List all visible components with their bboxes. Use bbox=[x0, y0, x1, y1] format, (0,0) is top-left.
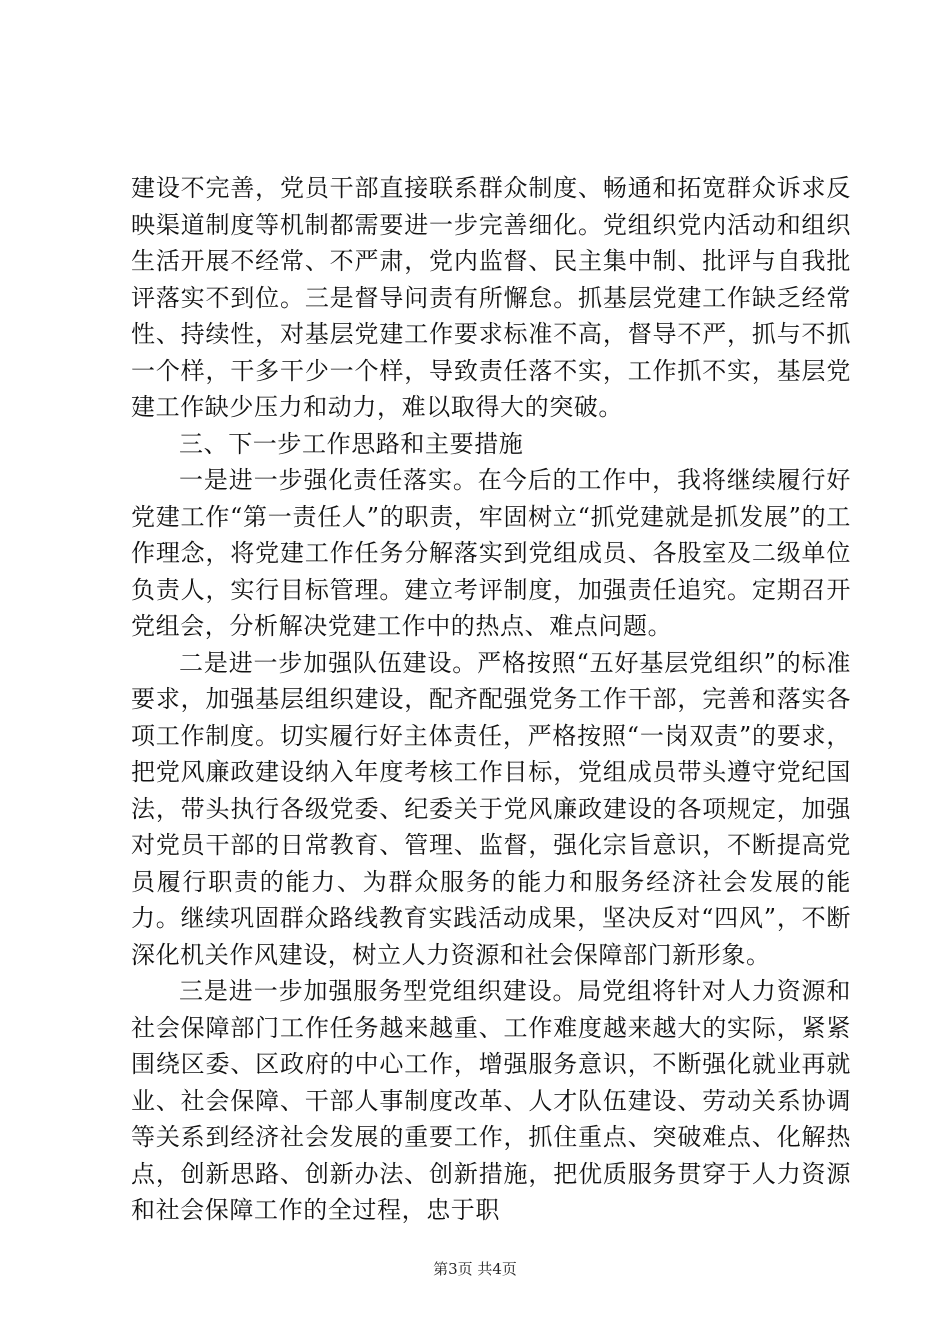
document-body bbox=[131, 170, 851, 1229]
page-number-footer: 第3页 共4页 bbox=[433, 1260, 517, 1278]
paragraph-measure-three: 三是进一步加强服务型党组织建设。局党组将针对人力资源和社会保障部门工作任务越来越重、工作难度越来越大的实际，紧紧围绕区委、区政府的中心工作，增强服务意识，不断强化就业再就业、社会保障、干部人事制度改革、人才队伍建设、劳动关系协调等关系到经济社会发展的重要工作，抓住重点、突破难点、化解热点，创新思路、创新办法、创新措施，把优质服务贯穿于人力资源和社会保障工作的全过程，忠于职 bbox=[131, 977, 851, 1224]
section-heading-next-steps: 三、下一步工作思路和主要措施 bbox=[179, 429, 524, 458]
paragraph-measure-two: 二是进一步加强队伍建设。严格按照“五好基层党组织”的标准要求，加强基层组织建设，配齐配强党务工作干部，完善和落实各项工作制度。切实履行好主体责任，严格按照“一岗双责”的要求，把党风廉政建设纳入年度考核工作目标，党组成员带头遵守党纪国法，带头执行各级党委、纪委关于党风廉政建设的各项规定，加强对党员干部的日常教育、管理、监督，强化宗旨意识，不断提高党员履行职责的能力、为群众服务的能力和服务经济社会发展的能力。继续巩固群众路线教育实践活动成果，坚决反对“四风”，不断深化机关作风建设，树立人力资源和社会保障部门新形象。 bbox=[131, 648, 851, 969]
paragraph-measure-one: 一是进一步强化责任落实。在今后的工作中，我将继续履行好党建工作“第一责任人”的职责，牢固树立“抓党建就是抓发展”的工作理念，将党建工作任务分解落实到党组成员、各股室及二级单位负责人，实行目标管理。建立考评制度，加强责任追究。定期召开党组会，分析解决党建工作中的热点、难点问题。 bbox=[131, 466, 851, 640]
paragraph-problems-continued: 建设不完善，党员干部直接联系群众制度、畅通和拓宽群众诉求反映渠道制度等机制都需要进一步完善细化。党组织党内活动和组织生活开展不经常、不严肃，党内监督、民主集中制、批评与自我批评落实不到位。三是督导问责有所懈怠。抓基层党建工作缺乏经常性、持续性，对基层党建工作要求标准不高，督导不严，抓与不抓一个样，干多干少一个样，导致责任落不实，工作抓不实，基层党建工作缺少压力和动力，难以取得大的突破。 bbox=[131, 174, 851, 421]
